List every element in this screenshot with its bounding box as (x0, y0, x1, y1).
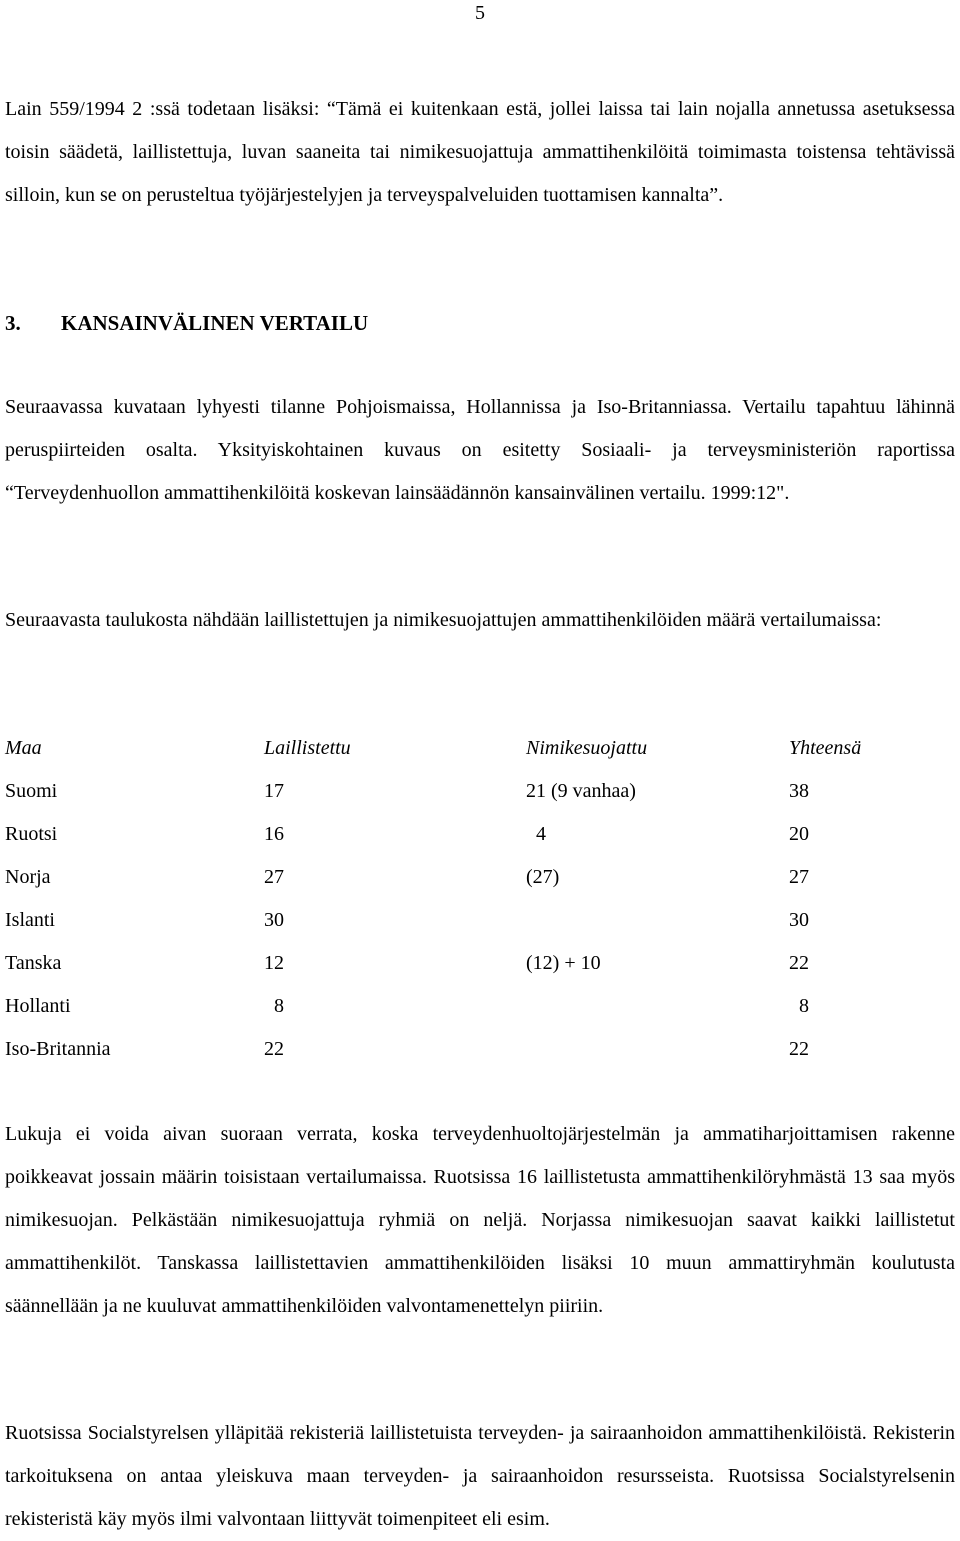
cell-total: 27 (789, 866, 809, 888)
cell-country: Suomi (5, 780, 58, 802)
paragraph-law-quote: Lain 559/1994 2 :ssä todetaan lisäksi: “Tämä ei kuitenkaan estä, jollei laissa tai lain nojalla annetussa asetuksessa toisin säädetä, laillistettuja, luvan saaneita tai nimikesuojattuja ammattihenkilöitä toimimasta toistensa tehtävissä silloin, kun se on perusteltua työjärjestelyjen ja terveyspalveluiden tuottamisen kannalta”. (5, 98, 955, 206)
cell-total: 38 (789, 780, 809, 802)
header-total: Yhteensä (789, 737, 862, 759)
cell-total: 22 (789, 952, 809, 974)
cell-title-protected: (27) (526, 866, 560, 888)
cell-licensed: 17 (264, 780, 284, 802)
table-row (5, 899, 955, 942)
cell-licensed: 16 (264, 823, 284, 845)
header-licensed: Laillistettu (264, 737, 351, 759)
section-title: KANSAINVÄLINEN VERTAILU (61, 311, 369, 335)
cell-total: 8 (789, 995, 809, 1017)
cell-country: Hollanti (5, 995, 71, 1017)
cell-title-protected: 4 (526, 823, 546, 845)
table-row (5, 813, 955, 856)
table-row (5, 942, 955, 985)
cell-title-protected: (12) + 10 (526, 952, 601, 974)
header-country: Maa (5, 737, 42, 759)
paragraph-sweden-register: Ruotsissa Socialstyrelsen ylläpitää rekisteriä laillistetuista terveyden- ja sairaanhoidon ammattihenkilöistä. Rekisterin tarkoituksena on antaa yleiskuva maan terveyden- ja sairaanhoidon resursseista. Ruotsissa Socialstyrelsenin rekisteristä käy myös ilmi valvontaan liittyvät toimenpiteet eli esim. (5, 1422, 955, 1530)
cell-country: Islanti (5, 909, 55, 931)
page-number: 5 (475, 2, 485, 24)
table-row (5, 985, 955, 1028)
cell-country: Norja (5, 866, 51, 888)
cell-licensed: 12 (264, 952, 284, 974)
table-row (5, 856, 955, 899)
table-row (5, 770, 955, 813)
cell-country: Iso-Britannia (5, 1038, 111, 1060)
cell-country: Ruotsi (5, 823, 58, 845)
comparison-table (5, 727, 955, 1071)
cell-country: Tanska (5, 952, 62, 974)
paragraph-comparison-notes: Lukuja ei voida aivan suoraan verrata, koska terveydenhuoltojärjestelmän ja ammatiharjoittamisen rakenne poikkeavat jossain määrin toisistaan vertailumaissa. Ruotsissa 16 laillistetusta ammattihenkilöryhmästä 13 saa myös nimikesuojan. Pelkästään nimikesuojattuja ryhmiä on neljä. Norjassa nimikesuojan saavat kaikki laillistetut ammattihenkilöt. Tanskassa laillistettavien ammattihenkilöiden lisäksi 10 muun ammattiryhmän koulutusta säännellään ja ne kuuluvat ammattihenkilöiden valvontamenettelyn piiriin. (5, 1123, 955, 1317)
paragraph-table-intro: Seuraavasta taulukosta nähdään laillistettujen ja nimikesuojattujen ammattihenkilöiden määrä vertailumaissa: (5, 609, 882, 631)
cell-licensed: 22 (264, 1038, 284, 1060)
table-header-row (5, 727, 955, 770)
cell-total: 22 (789, 1038, 809, 1060)
table-row (5, 1028, 955, 1071)
cell-licensed: 8 (264, 995, 284, 1017)
paragraph-intro: Seuraavassa kuvataan lyhyesti tilanne Pohjoismaissa, Hollannissa ja Iso-Britanniassa. Vertailu tapahtuu lähinnä peruspiirteiden osalta. Yksityiskohtainen kuvaus on esitetty Sosiaali- ja terveysministeriön raportissa “Terveydenhuollon ammattihenkilöitä koskevan lainsäädännön kansainvälinen vertailu. 1999:12". (5, 396, 955, 504)
cell-total: 20 (789, 823, 809, 845)
section-number: 3. (5, 311, 21, 335)
section-heading (5, 302, 368, 345)
cell-licensed: 27 (264, 866, 284, 888)
cell-licensed: 30 (264, 909, 284, 931)
cell-title-protected: 21 (9 vanhaa) (526, 780, 636, 802)
header-title-protected: Nimikesuojattu (526, 737, 648, 759)
cell-total: 30 (789, 909, 809, 931)
